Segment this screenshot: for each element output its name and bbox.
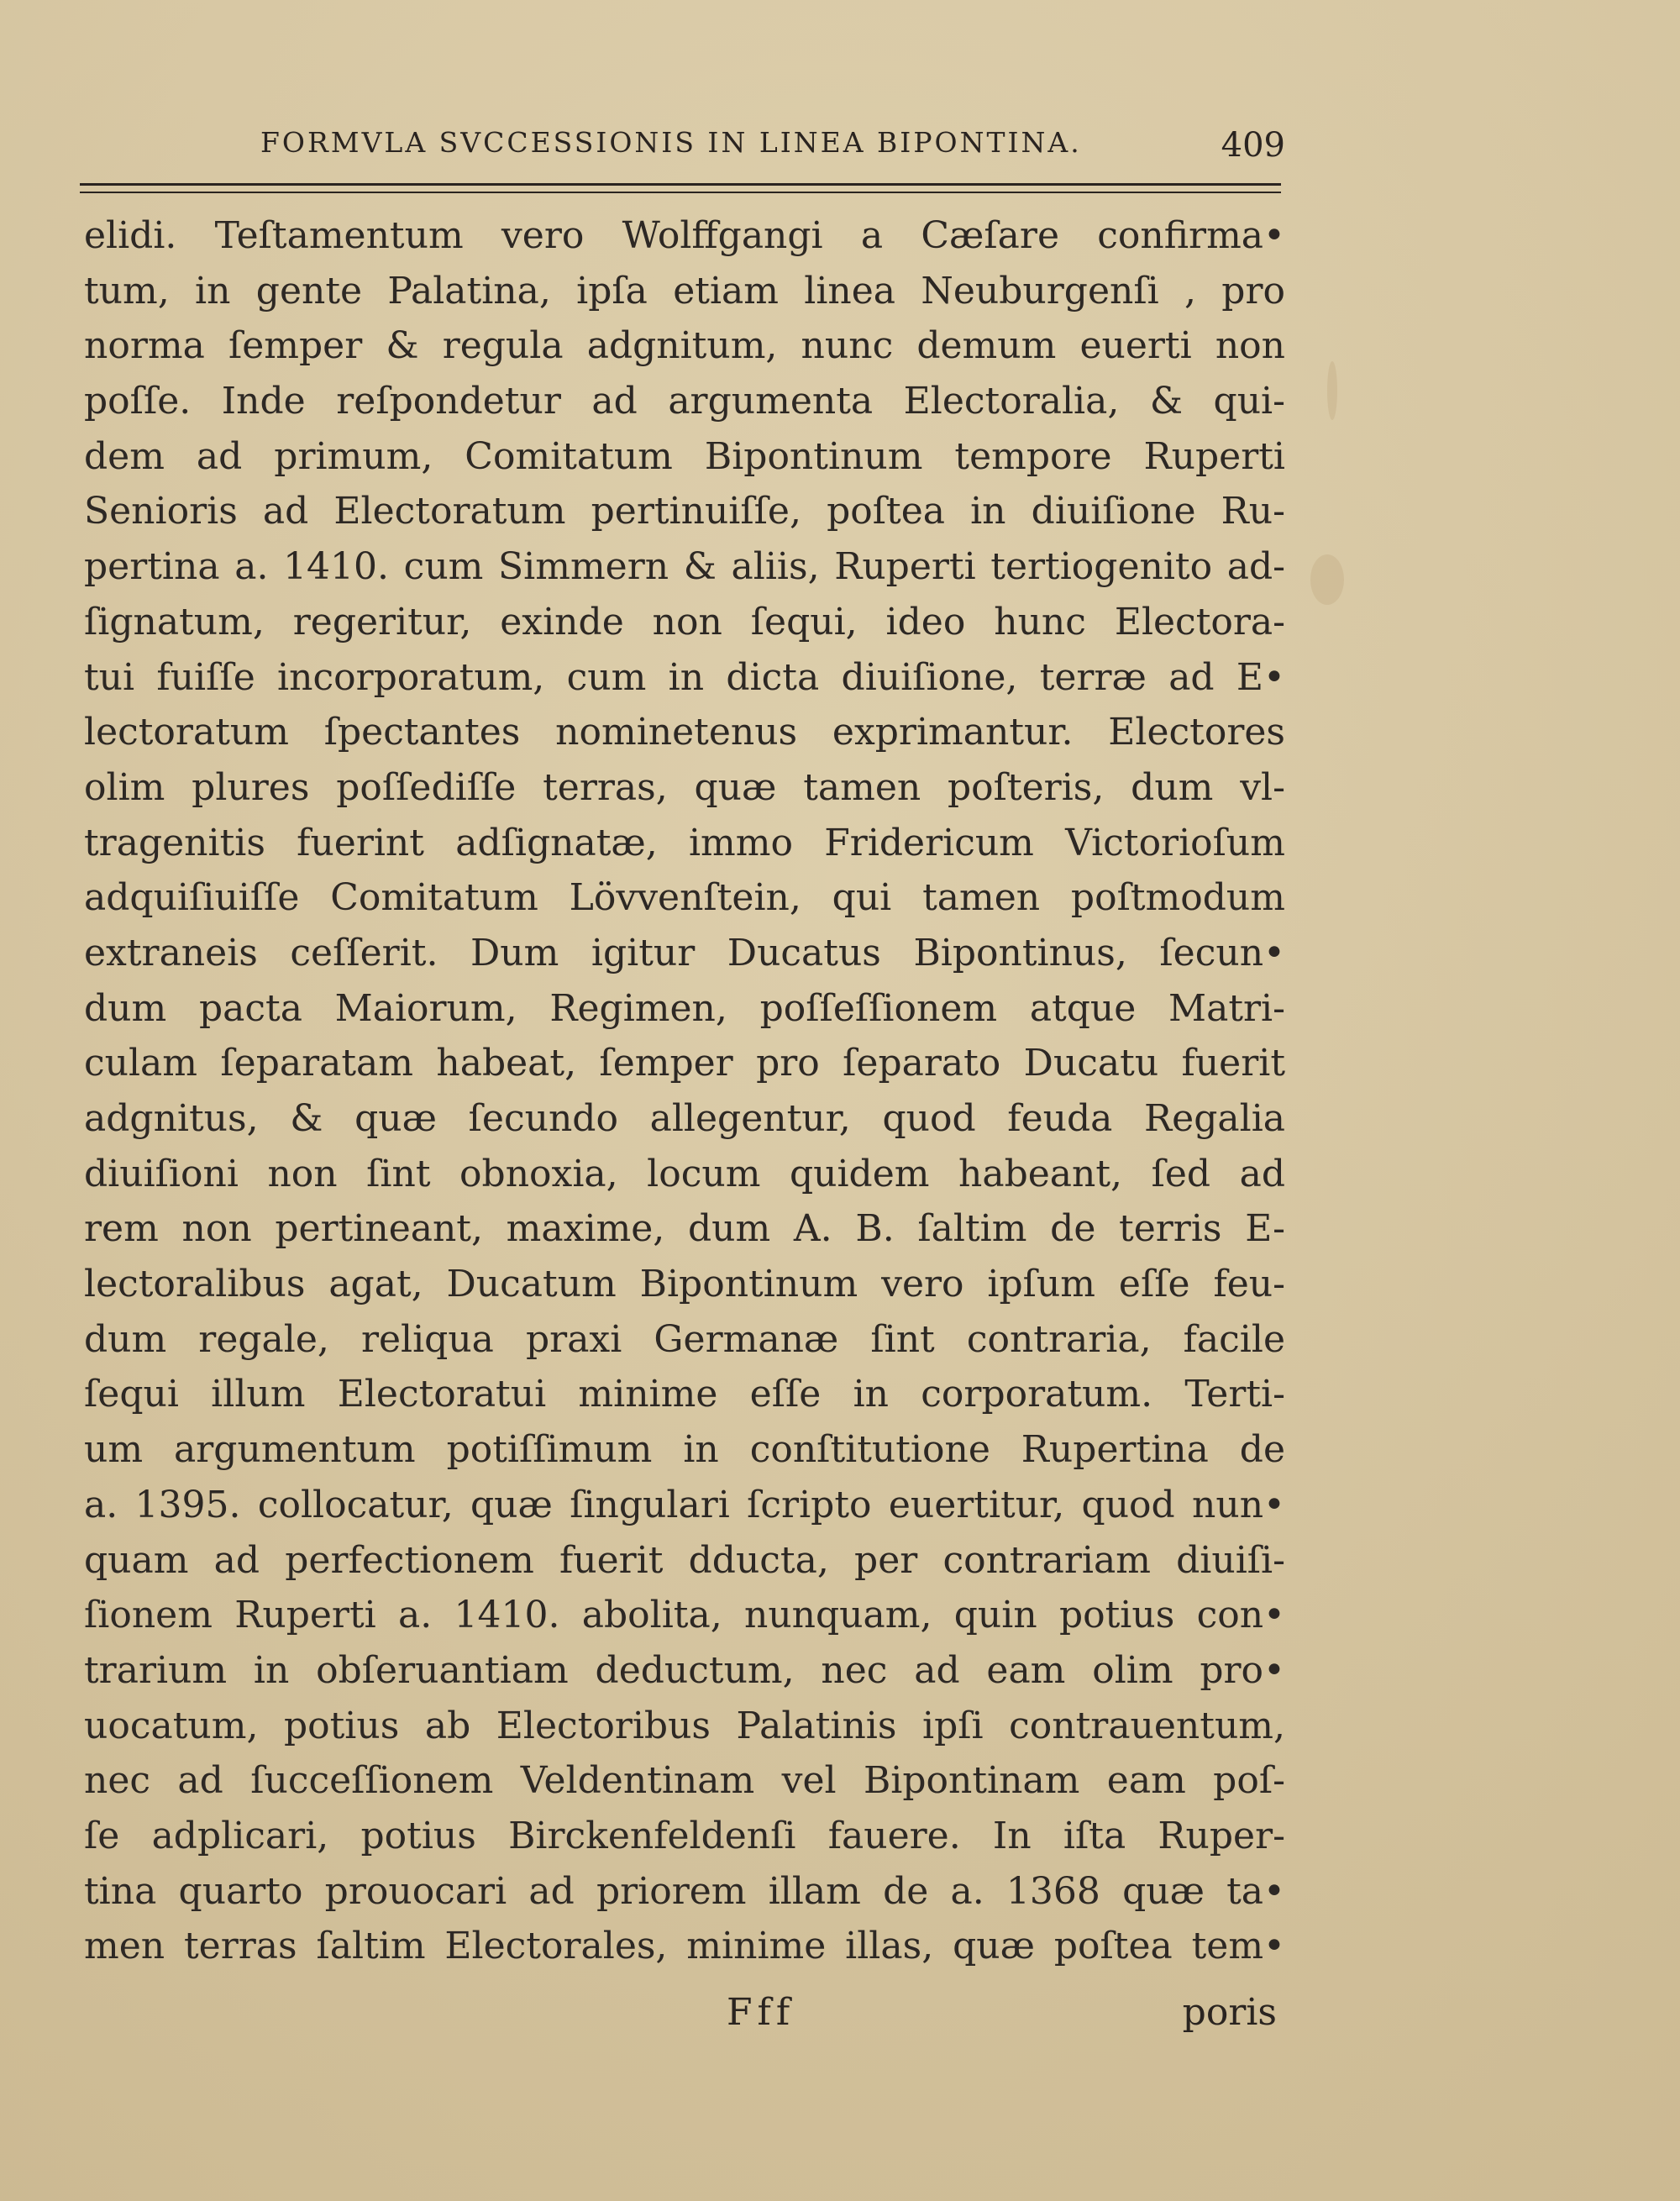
text-line: tum, in gente Palatina, ipſa etiam linea Neuburgenſi , pro [84,269,1285,313]
text-line: dem ad primum, Comitatum Bipontinum tempore Ruperti [84,434,1285,478]
text-line: elidi. Teſtamentum vero Wolffgangi a Cæſare confirma• [84,214,1285,257]
page-footer [84,1991,1285,2050]
running-head: FORMVLA SVCCESSIONIS IN LINEA BIPONTINA. [260,126,1082,159]
text-line: men terras ſaltim Electorales, minime illas, quæ poſtea tem• [84,1925,1285,1968]
text-line: lectoratum ſpectantes nominetenus exprimantur. Electores [84,711,1285,754]
header-rule-thin [80,192,1281,193]
text-line: trarium in obſeruantiam deductum, nec ad eam olim pro• [84,1648,1285,1692]
text-line: a. 1395. collocatur, quæ ſingulari ſcripto euertitur, quod nun• [84,1483,1285,1526]
paper-stain [1327,361,1337,420]
text-line: extraneis ceſſerit. Dum igitur Ducatus Bipontinus, ſecun• [84,931,1285,974]
text-line: culam ſeparatam habeat, ſemper pro ſeparato Ducatu fuerit [84,1042,1285,1085]
text-line: poſſe. Inde reſpondetur ad argumenta Electoralia, & qui- [84,380,1285,423]
text-line: ſe adplicari, potius Birckenfeldenſi fauere. In iſta Ruper- [84,1814,1285,1857]
text-line: dum regale, reliqua praxi Germanæ ſint contraria, facile [84,1317,1285,1361]
text-line: adquiſiuiſſe Comitatum Lövvenſtein, qui tamen poſtmodum [84,876,1285,920]
catchword: poris [1182,1991,1277,2034]
text-line: Senioris ad Electoratum pertinuiſſe, poſtea in diuiſione Ru- [84,490,1285,533]
text-line: adgnitus, & quæ ſecundo allegentur, quod feuda Regalia [84,1097,1285,1140]
text-line: ſequi illum Electoratui minime eſſe in corporatum. Terti- [84,1373,1285,1416]
text-line: ſignatum, regeritur, exinde non ſequi, ideo hunc Electora- [84,600,1285,643]
text-line: tragenitis fuerint adſignatæ, immo Fridericum Victorioſum [84,821,1285,864]
text-line: ſionem Ruperti a. 1410. abolita, nunquam, quin potius con• [84,1594,1285,1637]
body-text [84,208,1285,1974]
text-line: dum pacta Maiorum, Regimen, poſſeſſionem atque Matri- [84,986,1285,1030]
text-line: lectoralibus agat, Ducatum Bipontinum vero ipſum eſſe feu- [84,1263,1285,1306]
text-line: tui fuiſſe incorporatum, cum in dicta diuiſione, terræ ad E• [84,655,1285,699]
text-line: diuiſioni non ſint obnoxia, locum quidem habeant, ſed ad [84,1152,1285,1195]
text-line: quam ad perfectionem fuerit dducta, per contrariam diuiſi- [84,1538,1285,1582]
header-rule [80,183,1281,186]
text-line: uocatum, potius ab Electoribus Palatinis ipſi contrauentum, [84,1704,1285,1747]
text-line: um argumentum potiſſimum in conſtitutione Rupertina de [84,1428,1285,1472]
text-line: rem non pertineant, maxime, dum A. B. ſaltim de terris E- [84,1207,1285,1251]
text-line: tina quarto prouocari ad priorem illam de a. 1368 quæ ta• [84,1869,1285,1913]
text-line: pertina a. 1410. cum Simmern & aliis, Ruperti tertiogenito ad- [84,545,1285,589]
signature-mark: Fff [727,1991,795,2034]
page-number: 409 [1221,126,1285,165]
text-line: norma ſemper & regula adgnitum, nunc demum euerti non [84,324,1285,368]
paper-stain [1310,554,1344,605]
page-header [84,126,1285,176]
text-line: olim plures poſſediſſe terras, quæ tamen poſteris, dum vl- [84,765,1285,809]
text-line: nec ad ſucceſſionem Veldentinam vel Bipontinam eam poſ- [84,1759,1285,1803]
